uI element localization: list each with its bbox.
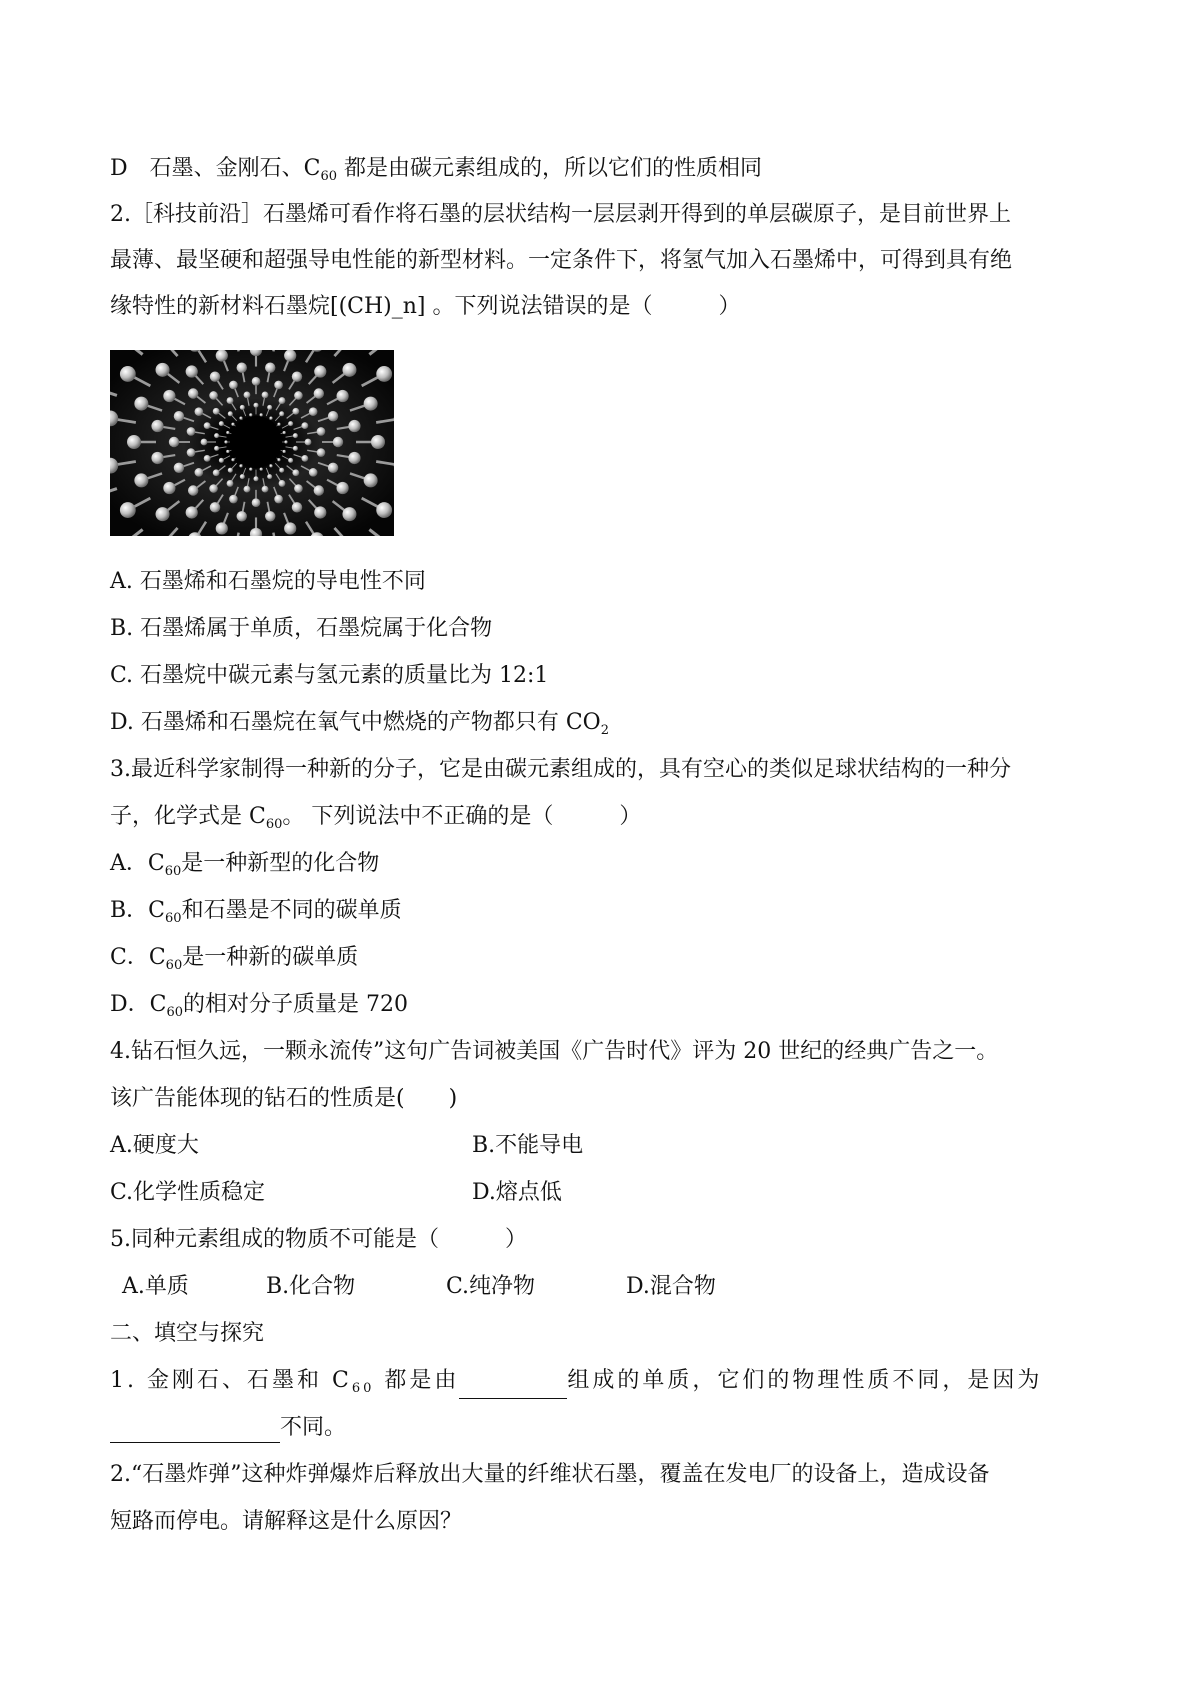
question-3-option-a: A．$C_{60}$是一种新型的化合物 <box>110 851 380 879</box>
nanotube-atom <box>267 405 272 410</box>
nanotube-atom <box>229 381 238 390</box>
question-2-option-c: C. 石墨烷中碳元素与氢元素的质量比为 12:1 <box>110 663 549 688</box>
nanotube-atom <box>279 468 284 473</box>
nanotube-atom <box>337 390 349 402</box>
nanotube-atom <box>342 363 356 377</box>
question-1-option-d: D 石墨、金刚石、$C_{60}$ 都是由碳元素组成的，所以它们的性质相同 <box>110 156 763 184</box>
nanotube-atom <box>249 468 252 471</box>
nanotube-atom <box>348 420 360 432</box>
nanotube-atom <box>314 485 324 495</box>
question-5-option-b: B.化合物 <box>266 1274 356 1299</box>
nanotube-atom <box>328 463 338 473</box>
nanotube-atom <box>305 439 312 446</box>
nanotube-atom <box>265 363 275 373</box>
nanotube-atom <box>279 411 284 416</box>
question-2-line-1: 2.［科技前沿］石墨烯可看作将石墨的层状结构一层层剥开得到的单层碳原子，是目前世界上 <box>110 202 1011 227</box>
nanotube-atom <box>269 464 272 467</box>
nanotube-atom <box>376 366 392 382</box>
nanotube-atom <box>216 522 228 534</box>
nanotube-atom <box>216 350 228 362</box>
nanotube-atom <box>252 377 261 386</box>
nanotube-atom <box>209 391 218 400</box>
nanotube-atom <box>228 468 233 473</box>
nanotube-atom <box>277 458 280 461</box>
question-4-option-a: A.硬度大 <box>110 1133 199 1158</box>
fill-question-2-line-1: 2.“石墨炸弹”这种炸弹爆炸后释放出大量的纤维状石墨，覆盖在发电厂的设备上，造成设备 <box>110 1462 990 1487</box>
carbon-nanotube-image <box>110 350 394 536</box>
nanotube-atom <box>156 363 170 377</box>
nanotube-atom <box>204 455 211 462</box>
question-4-option-b: B.不能导电 <box>472 1133 584 1158</box>
question-2-line-2: 最薄、最坚硬和超强导电性能的新型材料。一定条件下，将氢气加入石墨烯中，可得到具有绝 <box>110 248 1013 273</box>
nanotube-atom <box>188 485 198 495</box>
nanotube-atom <box>210 502 220 512</box>
nanotube-atom <box>274 381 283 390</box>
nanotube-atom <box>283 450 286 453</box>
nanotube-atom <box>317 427 326 436</box>
section-2-heading: 二、填空与探究 <box>110 1321 265 1346</box>
nanotube-atom <box>214 433 219 438</box>
nanotube-atom <box>219 421 224 426</box>
nanotube-atom <box>260 413 263 416</box>
nanotube-atom <box>314 388 324 398</box>
question-3-option-c: C．$C_{60}$是一种新的碳单质 <box>110 945 359 973</box>
nanotube-atom <box>309 407 318 416</box>
nanotube-atom <box>288 421 293 426</box>
nanotube-atom <box>294 484 303 493</box>
nanotube-atom <box>254 403 259 408</box>
nanotube-atom <box>214 446 219 451</box>
nanotube-illustration <box>110 350 394 536</box>
nanotube-atom <box>169 437 179 447</box>
question-4-option-c: C.化学性质稳定 <box>110 1180 266 1205</box>
nanotube-atom <box>231 423 234 426</box>
nanotube-atom <box>195 468 204 477</box>
nanotube-atom <box>371 435 385 449</box>
nanotube-atom <box>186 506 198 518</box>
nanotube-atom <box>188 388 198 398</box>
question-5-line-1: 5.同种元素组成的物质不可能是（ ） <box>110 1227 527 1252</box>
nanotube-atom <box>151 420 163 432</box>
nanotube-atom <box>213 469 220 476</box>
nanotube-atom <box>226 450 229 453</box>
question-2-option-b: B. 石墨烯属于单质，石墨烷属于化合物 <box>110 616 493 641</box>
nanotube-atom <box>342 507 356 521</box>
question-5-option-a: A.单质 <box>122 1274 189 1299</box>
nanotube-atom <box>210 371 220 381</box>
nanotube-atom <box>195 407 204 416</box>
nanotube-atom <box>186 365 198 377</box>
nanotube-atom <box>227 480 234 487</box>
nanotube-atom <box>262 391 269 398</box>
nanotube-atom <box>134 473 148 487</box>
nanotube-atom <box>151 452 163 464</box>
nanotube-atom <box>279 480 286 487</box>
nanotube-atom <box>244 391 251 398</box>
nanotube-atom <box>288 458 293 463</box>
nanotube-atom <box>240 405 245 410</box>
nanotube-atom <box>187 427 196 436</box>
nanotube-atom <box>260 468 263 471</box>
nanotube-atom <box>213 408 220 415</box>
nanotube-atom <box>249 413 252 416</box>
nanotube-atom <box>229 495 238 504</box>
nanotube-atom <box>163 482 175 494</box>
nanotube-atom <box>279 397 286 404</box>
fill-question-1-line-1: 1. 金刚石、石墨和 $C_{60}$ 都是由 组成的单质，它们的物理性质不同，是因为 <box>110 1366 1042 1399</box>
nanotube-atom <box>267 474 272 479</box>
nanotube-atom <box>283 431 286 434</box>
question-4-line-1: 4.钻石恒久远，一颗永流传”这句广告词被美国《广告时代》评为 20 世纪的经典广告之一。 <box>110 1039 999 1064</box>
fill-question-1-line-2: 不同。 <box>110 1413 346 1443</box>
nanotube-atom <box>277 423 280 426</box>
nanotube-atom <box>237 511 247 521</box>
nanotube-atom <box>174 463 184 473</box>
nanotube-atom <box>240 474 245 479</box>
question-2-line-3: 缘特性的新材料石墨烷[(CH)_n] 。下列说法错误的是（ ） <box>110 294 741 319</box>
nanotube-atom <box>314 506 326 518</box>
nanotube-atom <box>265 511 275 521</box>
nanotube-atom <box>237 363 247 373</box>
nanotube-atom <box>284 350 296 362</box>
nanotube-atom <box>156 507 170 521</box>
nanotube-atom <box>163 390 175 402</box>
nanotube-atom <box>228 411 233 416</box>
nanotube-atom <box>293 433 298 438</box>
question-4-option-d: D.熔点低 <box>472 1180 562 1205</box>
nanotube-atom <box>328 411 338 421</box>
question-5-option-c: C.纯净物 <box>446 1274 536 1299</box>
nanotube-atom <box>293 446 298 451</box>
nanotube-atom <box>262 486 269 493</box>
nanotube-atom <box>317 448 326 457</box>
nanotube-atom <box>120 502 136 518</box>
question-2-option-d: D. 石墨烯和石墨烷在氧气中燃烧的产物都只有 $CO_2$ <box>110 710 609 738</box>
nanotube-atom <box>364 473 378 487</box>
question-4-line-2: 该广告能体现的钻石的性质是( ) <box>110 1086 458 1111</box>
nanotube-atom <box>239 464 242 467</box>
nanotube-atom <box>292 371 302 381</box>
nanotube-atom <box>314 365 326 377</box>
nanotube-atom <box>254 476 259 481</box>
nanotube-atom <box>187 448 196 457</box>
nanotube-atom <box>227 397 234 404</box>
nanotube-atom <box>284 522 296 534</box>
nanotube-atom <box>120 366 136 382</box>
nanotube-atom <box>292 469 299 476</box>
nanotube-atom <box>376 502 392 518</box>
nanotube-atom <box>127 435 141 449</box>
nanotube-atom <box>292 502 302 512</box>
nanotube-atom <box>209 484 218 493</box>
nanotube-atom <box>224 440 227 443</box>
question-5-option-d: D.混合物 <box>626 1274 716 1299</box>
nanotube-atom <box>226 431 229 434</box>
nanotube-atom <box>219 458 224 463</box>
nanotube-atom <box>337 482 349 494</box>
question-3-option-d: D．$C_{60}$的相对分子质量是 720 <box>110 992 409 1020</box>
nanotube-atom <box>294 391 303 400</box>
answer-blank-2[interactable] <box>110 1418 280 1443</box>
nanotube-atom <box>301 422 308 429</box>
nanotube-atom <box>301 455 308 462</box>
nanotube-atom <box>292 408 299 415</box>
nanotube-atom <box>231 458 234 461</box>
nanotube-atom <box>284 440 287 443</box>
question-3-option-b: B．$C_{60}$和石墨是不同的碳单质 <box>110 898 402 926</box>
nanotube-atom <box>274 495 283 504</box>
nanotube-atom <box>174 411 184 421</box>
nanotube-atom <box>333 437 343 447</box>
nanotube-atom <box>239 416 242 419</box>
answer-blank-1[interactable] <box>459 1374 567 1399</box>
nanotube-atom <box>204 422 211 429</box>
nanotube-atom <box>309 468 318 477</box>
nanotube-atom <box>348 452 360 464</box>
fill-question-2-line-2: 短路而停电。请解释这是什么原因？ <box>110 1509 463 1534</box>
question-3-line-1: 3.最近科学家制得一种新的分子，它是由碳元素组成的，具有空心的类似足球状结构的一种分 <box>110 757 1011 782</box>
nanotube-atom <box>269 416 272 419</box>
nanotube-atom <box>201 439 208 446</box>
nanotube-atom <box>364 397 378 411</box>
nanotube-atom <box>252 498 261 507</box>
nanotube-atom <box>244 486 251 493</box>
question-3-line-2: 子，化学式是 $C_{60}$。 下列说法中不正确的是（ ） <box>110 804 642 832</box>
question-2-option-a: A. 石墨烯和石墨烷的导电性不同 <box>110 569 426 594</box>
nanotube-atom <box>134 397 148 411</box>
